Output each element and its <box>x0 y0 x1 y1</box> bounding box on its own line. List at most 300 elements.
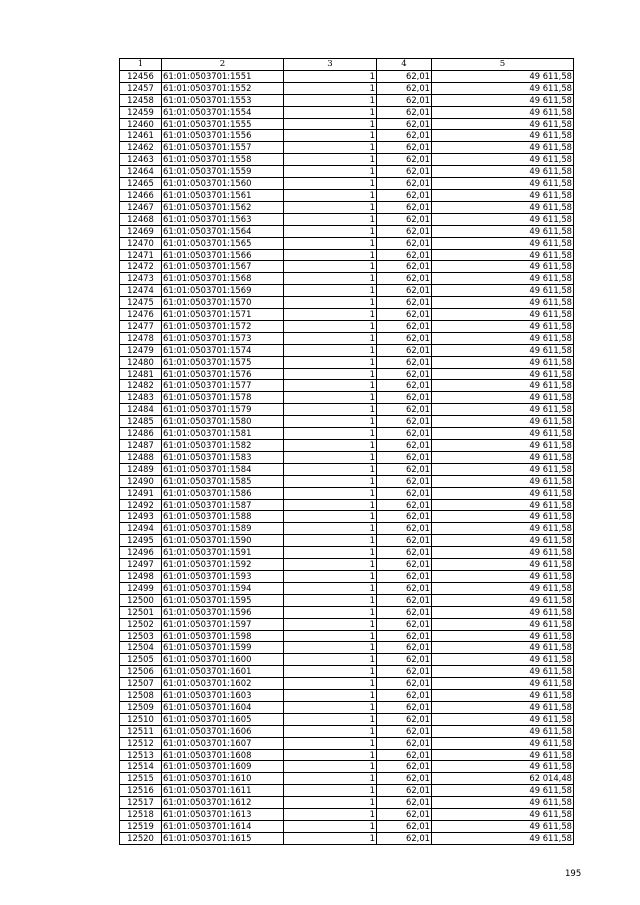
count-cell: 1 <box>284 487 377 499</box>
cadastral-number-cell: 61:01:0503701:1595 <box>162 594 284 606</box>
column-header-1: 1 <box>120 59 162 71</box>
table-row <box>120 535 574 547</box>
cadastral-number-cell: 61:01:0503701:1561 <box>162 189 284 201</box>
row-number-cell: 12500 <box>120 594 162 606</box>
cadastral-number-cell: 61:01:0503701:1579 <box>162 404 284 416</box>
value-cell: 49 611,58 <box>432 559 574 571</box>
count-cell: 1 <box>284 320 377 332</box>
cadastral-number-cell: 61:01:0503701:1559 <box>162 166 284 178</box>
area-cell: 62,01 <box>377 249 432 261</box>
table-row <box>120 309 574 321</box>
value-cell: 49 611,58 <box>432 154 574 166</box>
table-row <box>120 320 574 332</box>
value-cell: 49 611,58 <box>432 451 574 463</box>
table-row <box>120 130 574 142</box>
row-number-cell: 12462 <box>120 142 162 154</box>
value-cell: 49 611,58 <box>432 273 574 285</box>
value-cell: 49 611,58 <box>432 630 574 642</box>
count-cell: 1 <box>284 428 377 440</box>
count-cell: 1 <box>284 285 377 297</box>
count-cell: 1 <box>284 701 377 713</box>
table-row <box>120 654 574 666</box>
count-cell: 1 <box>284 725 377 737</box>
area-cell: 62,01 <box>377 642 432 654</box>
area-cell: 62,01 <box>377 404 432 416</box>
table-row <box>120 166 574 178</box>
row-number-cell: 12464 <box>120 166 162 178</box>
count-cell: 1 <box>284 582 377 594</box>
row-number-cell: 12456 <box>120 70 162 82</box>
value-cell: 49 611,58 <box>432 189 574 201</box>
count-cell: 1 <box>284 713 377 725</box>
count-cell: 1 <box>284 118 377 130</box>
area-cell: 62,01 <box>377 451 432 463</box>
count-cell: 1 <box>284 404 377 416</box>
area-cell: 62,01 <box>377 261 432 273</box>
table-row <box>120 499 574 511</box>
cadastral-number-cell: 61:01:0503701:1592 <box>162 559 284 571</box>
row-number-cell: 12489 <box>120 463 162 475</box>
value-cell: 49 611,58 <box>432 237 574 249</box>
area-cell: 62,01 <box>377 201 432 213</box>
area-cell: 62,01 <box>377 749 432 761</box>
cadastral-number-cell: 61:01:0503701:1568 <box>162 273 284 285</box>
value-cell: 49 611,58 <box>432 320 574 332</box>
row-number-cell: 12472 <box>120 261 162 273</box>
area-cell: 62,01 <box>377 761 432 773</box>
cadastral-number-cell: 61:01:0503701:1585 <box>162 475 284 487</box>
table-row <box>120 606 574 618</box>
area-cell: 62,01 <box>377 678 432 690</box>
cadastral-number-cell: 61:01:0503701:1600 <box>162 654 284 666</box>
value-cell: 49 611,58 <box>432 499 574 511</box>
value-cell: 49 611,58 <box>432 332 574 344</box>
area-cell: 62,01 <box>377 523 432 535</box>
count-cell: 1 <box>284 511 377 523</box>
area-cell: 62,01 <box>377 178 432 190</box>
table-row <box>120 570 574 582</box>
cadastral-number-cell: 61:01:0503701:1556 <box>162 130 284 142</box>
table-row <box>120 344 574 356</box>
cadastral-number-cell: 61:01:0503701:1605 <box>162 713 284 725</box>
value-cell: 49 611,58 <box>432 547 574 559</box>
area-cell: 62,01 <box>377 487 432 499</box>
count-cell: 1 <box>284 475 377 487</box>
area-cell: 62,01 <box>377 821 432 833</box>
row-number-cell: 12515 <box>120 773 162 785</box>
area-cell: 62,01 <box>377 189 432 201</box>
table-row <box>120 523 574 535</box>
table-row <box>120 285 574 297</box>
row-number-cell: 12498 <box>120 570 162 582</box>
count-cell: 1 <box>284 654 377 666</box>
value-cell: 49 611,58 <box>432 463 574 475</box>
area-cell: 62,01 <box>377 559 432 571</box>
row-number-cell: 12491 <box>120 487 162 499</box>
row-number-cell: 12501 <box>120 606 162 618</box>
cadastral-number-cell: 61:01:0503701:1587 <box>162 499 284 511</box>
count-cell: 1 <box>284 344 377 356</box>
table-row <box>120 809 574 821</box>
row-number-cell: 12481 <box>120 368 162 380</box>
cadastral-number-cell: 61:01:0503701:1614 <box>162 821 284 833</box>
table-row <box>120 761 574 773</box>
table-row <box>120 463 574 475</box>
area-cell: 62,01 <box>377 213 432 225</box>
cadastral-number-cell: 61:01:0503701:1586 <box>162 487 284 499</box>
cadastral-number-cell: 61:01:0503701:1588 <box>162 511 284 523</box>
row-number-cell: 12506 <box>120 666 162 678</box>
table-row <box>120 106 574 118</box>
value-cell: 49 611,58 <box>432 94 574 106</box>
area-cell: 62,01 <box>377 570 432 582</box>
value-cell: 49 611,58 <box>432 70 574 82</box>
cadastral-number-cell: 61:01:0503701:1615 <box>162 832 284 844</box>
row-number-cell: 12482 <box>120 380 162 392</box>
cadastral-number-cell: 61:01:0503701:1590 <box>162 535 284 547</box>
count-cell: 1 <box>284 166 377 178</box>
table-row <box>120 392 574 404</box>
value-cell: 49 611,58 <box>432 356 574 368</box>
count-cell: 1 <box>284 213 377 225</box>
value-cell: 49 611,58 <box>432 642 574 654</box>
count-cell: 1 <box>284 392 377 404</box>
cadastral-number-cell: 61:01:0503701:1593 <box>162 570 284 582</box>
cadastral-number-cell: 61:01:0503701:1596 <box>162 606 284 618</box>
area-cell: 62,01 <box>377 273 432 285</box>
row-number-cell: 12490 <box>120 475 162 487</box>
table-row <box>120 487 574 499</box>
row-number-cell: 12514 <box>120 761 162 773</box>
area-cell: 62,01 <box>377 809 432 821</box>
cadastral-number-cell: 61:01:0503701:1570 <box>162 297 284 309</box>
count-cell: 1 <box>284 309 377 321</box>
table-row <box>120 82 574 94</box>
cadastral-number-cell: 61:01:0503701:1558 <box>162 154 284 166</box>
area-cell: 62,01 <box>377 666 432 678</box>
area-cell: 62,01 <box>377 392 432 404</box>
table-row <box>120 737 574 749</box>
cadastral-number-cell: 61:01:0503701:1609 <box>162 761 284 773</box>
row-number-cell: 12467 <box>120 201 162 213</box>
value-cell: 49 611,58 <box>432 225 574 237</box>
value-cell: 49 611,58 <box>432 713 574 725</box>
count-cell: 1 <box>284 332 377 344</box>
value-cell: 49 611,58 <box>432 582 574 594</box>
value-cell: 49 611,58 <box>432 130 574 142</box>
table-row <box>120 94 574 106</box>
value-cell: 49 611,58 <box>432 428 574 440</box>
table-row <box>120 630 574 642</box>
count-cell: 1 <box>284 678 377 690</box>
row-number-cell: 12469 <box>120 225 162 237</box>
cadastral-number-cell: 61:01:0503701:1566 <box>162 249 284 261</box>
area-cell: 62,01 <box>377 166 432 178</box>
table-row <box>120 511 574 523</box>
area-cell: 62,01 <box>377 237 432 249</box>
count-cell: 1 <box>284 463 377 475</box>
cadastral-number-cell: 61:01:0503701:1608 <box>162 749 284 761</box>
table-row <box>120 332 574 344</box>
table-row <box>120 154 574 166</box>
count-cell: 1 <box>284 630 377 642</box>
row-number-cell: 12512 <box>120 737 162 749</box>
table-row <box>120 725 574 737</box>
value-cell: 49 611,58 <box>432 666 574 678</box>
cadastral-number-cell: 61:01:0503701:1575 <box>162 356 284 368</box>
row-number-cell: 12507 <box>120 678 162 690</box>
value-cell: 49 611,58 <box>432 678 574 690</box>
row-number-cell: 12513 <box>120 749 162 761</box>
cadastral-number-cell: 61:01:0503701:1552 <box>162 82 284 94</box>
value-cell: 49 611,58 <box>432 440 574 452</box>
cadastral-number-cell: 61:01:0503701:1607 <box>162 737 284 749</box>
cadastral-number-cell: 61:01:0503701:1604 <box>162 701 284 713</box>
value-cell: 49 611,58 <box>432 821 574 833</box>
column-header-5: 5 <box>432 59 574 71</box>
count-cell: 1 <box>284 70 377 82</box>
area-cell: 62,01 <box>377 797 432 809</box>
row-number-cell: 12494 <box>120 523 162 535</box>
area-cell: 62,01 <box>377 440 432 452</box>
cadastral-number-cell: 61:01:0503701:1567 <box>162 261 284 273</box>
area-cell: 62,01 <box>377 368 432 380</box>
value-cell: 49 611,58 <box>432 701 574 713</box>
table-row <box>120 797 574 809</box>
value-cell: 49 611,58 <box>432 475 574 487</box>
cadastral-value-table <box>119 58 574 845</box>
cadastral-number-cell: 61:01:0503701:1613 <box>162 809 284 821</box>
row-number-cell: 12503 <box>120 630 162 642</box>
value-cell: 49 611,58 <box>432 285 574 297</box>
value-cell: 49 611,58 <box>432 487 574 499</box>
page-number: 195 <box>565 869 582 879</box>
value-cell: 49 611,58 <box>432 809 574 821</box>
value-cell: 49 611,58 <box>432 725 574 737</box>
value-cell: 49 611,58 <box>432 309 574 321</box>
cadastral-number-cell: 61:01:0503701:1574 <box>162 344 284 356</box>
table-row <box>120 237 574 249</box>
area-cell: 62,01 <box>377 475 432 487</box>
count-cell: 1 <box>284 535 377 547</box>
table-row <box>120 380 574 392</box>
area-cell: 62,01 <box>377 285 432 297</box>
table-row <box>120 678 574 690</box>
table-row <box>120 642 574 654</box>
area-cell: 62,01 <box>377 154 432 166</box>
row-number-cell: 12516 <box>120 785 162 797</box>
count-cell: 1 <box>284 785 377 797</box>
area-cell: 62,01 <box>377 380 432 392</box>
row-number-cell: 12465 <box>120 178 162 190</box>
count-cell: 1 <box>284 297 377 309</box>
area-cell: 62,01 <box>377 606 432 618</box>
area-cell: 62,01 <box>377 737 432 749</box>
count-cell: 1 <box>284 690 377 702</box>
row-number-cell: 12471 <box>120 249 162 261</box>
table-row <box>120 690 574 702</box>
area-cell: 62,01 <box>377 654 432 666</box>
area-cell: 62,01 <box>377 356 432 368</box>
table-row <box>120 713 574 725</box>
area-cell: 62,01 <box>377 785 432 797</box>
area-cell: 62,01 <box>377 690 432 702</box>
value-cell: 49 611,58 <box>432 737 574 749</box>
area-cell: 62,01 <box>377 225 432 237</box>
count-cell: 1 <box>284 642 377 654</box>
table-row <box>120 213 574 225</box>
table-row <box>120 356 574 368</box>
area-cell: 62,01 <box>377 725 432 737</box>
count-cell: 1 <box>284 201 377 213</box>
value-cell: 49 611,58 <box>432 344 574 356</box>
count-cell: 1 <box>284 225 377 237</box>
area-cell: 62,01 <box>377 594 432 606</box>
table-row <box>120 773 574 785</box>
table-row <box>120 832 574 844</box>
value-cell: 49 611,58 <box>432 690 574 702</box>
area-cell: 62,01 <box>377 832 432 844</box>
table-row <box>120 416 574 428</box>
cadastral-number-cell: 61:01:0503701:1597 <box>162 618 284 630</box>
count-cell: 1 <box>284 523 377 535</box>
count-cell: 1 <box>284 797 377 809</box>
cadastral-number-cell: 61:01:0503701:1578 <box>162 392 284 404</box>
area-cell: 62,01 <box>377 118 432 130</box>
cadastral-number-cell: 61:01:0503701:1610 <box>162 773 284 785</box>
row-number-cell: 12496 <box>120 547 162 559</box>
row-number-cell: 12517 <box>120 797 162 809</box>
table-row <box>120 749 574 761</box>
row-number-cell: 12480 <box>120 356 162 368</box>
table-row <box>120 666 574 678</box>
row-number-cell: 12518 <box>120 809 162 821</box>
count-cell: 1 <box>284 666 377 678</box>
area-cell: 62,01 <box>377 428 432 440</box>
area-cell: 62,01 <box>377 630 432 642</box>
cadastral-number-cell: 61:01:0503701:1577 <box>162 380 284 392</box>
value-cell: 49 611,58 <box>432 392 574 404</box>
row-number-cell: 12473 <box>120 273 162 285</box>
table-row <box>120 475 574 487</box>
value-cell: 49 611,58 <box>432 213 574 225</box>
count-cell: 1 <box>284 154 377 166</box>
value-cell: 49 611,58 <box>432 797 574 809</box>
count-cell: 1 <box>284 737 377 749</box>
cadastral-number-cell: 61:01:0503701:1612 <box>162 797 284 809</box>
table-row <box>120 440 574 452</box>
cadastral-number-cell: 61:01:0503701:1563 <box>162 213 284 225</box>
table-row <box>120 261 574 273</box>
count-cell: 1 <box>284 237 377 249</box>
count-cell: 1 <box>284 249 377 261</box>
row-number-cell: 12460 <box>120 118 162 130</box>
count-cell: 1 <box>284 570 377 582</box>
row-number-cell: 12459 <box>120 106 162 118</box>
area-cell: 62,01 <box>377 320 432 332</box>
cadastral-number-cell: 61:01:0503701:1601 <box>162 666 284 678</box>
cadastral-number-cell: 61:01:0503701:1564 <box>162 225 284 237</box>
cadastral-number-cell: 61:01:0503701:1569 <box>162 285 284 297</box>
area-cell: 62,01 <box>377 582 432 594</box>
value-cell: 49 611,58 <box>432 785 574 797</box>
value-cell: 49 611,58 <box>432 166 574 178</box>
value-cell: 49 611,58 <box>432 261 574 273</box>
value-cell: 49 611,58 <box>432 82 574 94</box>
value-cell: 49 611,58 <box>432 535 574 547</box>
row-number-cell: 12486 <box>120 428 162 440</box>
count-cell: 1 <box>284 559 377 571</box>
row-number-cell: 12476 <box>120 309 162 321</box>
table-row <box>120 404 574 416</box>
area-cell: 62,01 <box>377 70 432 82</box>
value-cell: 49 611,58 <box>432 594 574 606</box>
column-header-2: 2 <box>162 59 284 71</box>
area-cell: 62,01 <box>377 416 432 428</box>
area-cell: 62,01 <box>377 773 432 785</box>
row-number-cell: 12511 <box>120 725 162 737</box>
count-cell: 1 <box>284 142 377 154</box>
value-cell: 49 611,58 <box>432 178 574 190</box>
value-cell: 49 611,58 <box>432 368 574 380</box>
cadastral-number-cell: 61:01:0503701:1576 <box>162 368 284 380</box>
count-cell: 1 <box>284 416 377 428</box>
cadastral-number-cell: 61:01:0503701:1560 <box>162 178 284 190</box>
area-cell: 62,01 <box>377 535 432 547</box>
table-row <box>120 785 574 797</box>
cadastral-number-cell: 61:01:0503701:1555 <box>162 118 284 130</box>
count-cell: 1 <box>284 356 377 368</box>
area-cell: 62,01 <box>377 344 432 356</box>
area-cell: 62,01 <box>377 547 432 559</box>
row-number-cell: 12502 <box>120 618 162 630</box>
area-cell: 62,01 <box>377 713 432 725</box>
count-cell: 1 <box>284 761 377 773</box>
cadastral-number-cell: 61:01:0503701:1602 <box>162 678 284 690</box>
row-number-cell: 12479 <box>120 344 162 356</box>
table-row <box>120 297 574 309</box>
count-cell: 1 <box>284 440 377 452</box>
cadastral-number-cell: 61:01:0503701:1584 <box>162 463 284 475</box>
count-cell: 1 <box>284 368 377 380</box>
row-number-cell: 12484 <box>120 404 162 416</box>
row-number-cell: 12504 <box>120 642 162 654</box>
area-cell: 62,01 <box>377 618 432 630</box>
area-cell: 62,01 <box>377 332 432 344</box>
area-cell: 62,01 <box>377 130 432 142</box>
row-number-cell: 12499 <box>120 582 162 594</box>
count-cell: 1 <box>284 749 377 761</box>
count-cell: 1 <box>284 106 377 118</box>
cadastral-number-cell: 61:01:0503701:1571 <box>162 309 284 321</box>
row-number-cell: 12487 <box>120 440 162 452</box>
row-number-cell: 12519 <box>120 821 162 833</box>
row-number-cell: 12461 <box>120 130 162 142</box>
cadastral-number-cell: 61:01:0503701:1589 <box>162 523 284 535</box>
area-cell: 62,01 <box>377 309 432 321</box>
cadastral-number-cell: 61:01:0503701:1554 <box>162 106 284 118</box>
table-row <box>120 249 574 261</box>
row-number-cell: 12474 <box>120 285 162 297</box>
value-cell: 49 611,58 <box>432 142 574 154</box>
count-cell: 1 <box>284 809 377 821</box>
row-number-cell: 12488 <box>120 451 162 463</box>
area-cell: 62,01 <box>377 297 432 309</box>
row-number-cell: 12458 <box>120 94 162 106</box>
value-cell: 49 611,58 <box>432 380 574 392</box>
table-row <box>120 582 574 594</box>
table-row <box>120 118 574 130</box>
